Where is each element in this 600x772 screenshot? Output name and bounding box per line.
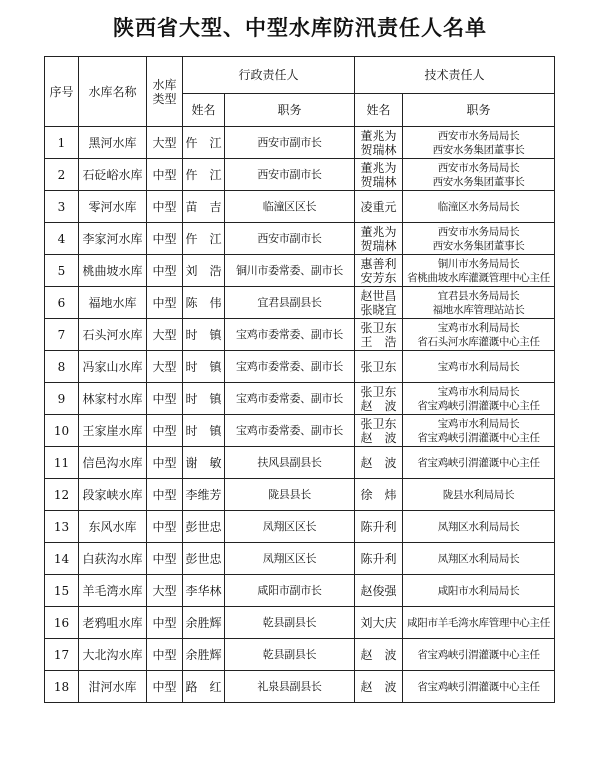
tech-name: 赵俊强	[360, 583, 397, 598]
cell-reservoir-type: 中型	[147, 479, 183, 511]
cell-reservoir-name: 王家崖水库	[79, 415, 147, 447]
tech-position: 宝鸡市水利局局长	[437, 385, 520, 398]
cell-tech-names	[355, 223, 403, 255]
cell-reservoir-name: 石砭峪水库	[79, 159, 147, 191]
tech-name: 王 浩	[360, 334, 397, 349]
cell-reservoir-type: 中型	[147, 383, 183, 415]
cell-reservoir-type: 中型	[147, 543, 183, 575]
cell-seq: 10	[45, 415, 79, 447]
cell-admin-position: 礼泉县副县长	[225, 671, 355, 703]
tech-name: 刘大庆	[360, 615, 397, 630]
table-row	[45, 383, 555, 415]
cell-admin-position: 西安市副市长	[225, 223, 355, 255]
tech-name: 赵 波	[360, 647, 397, 662]
cell-reservoir-type: 中型	[147, 159, 183, 191]
cell-tech-names	[355, 127, 403, 159]
table-row	[45, 319, 555, 351]
cell-tech-positions	[403, 415, 555, 447]
cell-seq: 11	[45, 447, 79, 479]
cell-tech-positions	[403, 543, 555, 575]
cell-reservoir-type: 中型	[147, 287, 183, 319]
cell-seq: 8	[45, 351, 79, 383]
tech-position: 凤翔区水利局局长	[437, 552, 520, 565]
cell-reservoir-name: 石头河水库	[79, 319, 147, 351]
cell-reservoir-name: 桃曲坡水库	[79, 255, 147, 287]
cell-seq: 17	[45, 639, 79, 671]
cell-tech-positions	[403, 607, 555, 639]
cell-tech-positions	[403, 511, 555, 543]
cell-tech-positions	[403, 223, 555, 255]
header-tech-group: 技术责任人	[355, 57, 555, 94]
cell-admin-name: 仵 江	[183, 223, 225, 255]
tech-position: 省宝鸡峡引渭灌溉中心主任	[417, 680, 540, 693]
table-row	[45, 511, 555, 543]
cell-reservoir-name: 零河水库	[79, 191, 147, 223]
cell-admin-position: 宝鸡市委常委、副市长	[225, 383, 355, 415]
cell-reservoir-name: 东风水库	[79, 511, 147, 543]
cell-admin-position: 扶风县副县长	[225, 447, 355, 479]
cell-seq: 15	[45, 575, 79, 607]
cell-admin-name: 陈 伟	[183, 287, 225, 319]
tech-name: 徐 炜	[360, 487, 397, 502]
cell-reservoir-type: 中型	[147, 415, 183, 447]
header-admin-group: 行政责任人	[183, 57, 355, 94]
cell-tech-names	[355, 447, 403, 479]
cell-reservoir-type: 中型	[147, 607, 183, 639]
tech-position: 西安水务集团董事长	[432, 143, 525, 156]
table-row	[45, 191, 555, 223]
cell-reservoir-name: 冯家山水库	[79, 351, 147, 383]
cell-admin-position: 乾县副县长	[225, 607, 355, 639]
cell-admin-position: 宝鸡市委常委、副市长	[225, 351, 355, 383]
responsibility-table	[44, 56, 555, 703]
cell-seq: 1	[45, 127, 79, 159]
cell-reservoir-type: 大型	[147, 127, 183, 159]
cell-reservoir-type: 大型	[147, 575, 183, 607]
tech-position: 省桃曲坡水库灌溉管理中心主任	[407, 271, 550, 284]
tech-position: 宝鸡市水利局局长	[437, 417, 520, 430]
cell-admin-name: 仵 江	[183, 127, 225, 159]
cell-reservoir-name: 黑河水库	[79, 127, 147, 159]
cell-reservoir-type: 中型	[147, 191, 183, 223]
cell-tech-positions	[403, 319, 555, 351]
table-row	[45, 543, 555, 575]
tech-name: 张晓宜	[360, 302, 397, 317]
cell-reservoir-name: 羊毛湾水库	[79, 575, 147, 607]
cell-tech-positions	[403, 383, 555, 415]
table-row	[45, 351, 555, 383]
tech-position: 省宝鸡峡引渭灌溉中心主任	[417, 456, 540, 469]
cell-admin-name: 余胜辉	[183, 607, 225, 639]
tech-name: 凌重元	[360, 199, 397, 214]
cell-tech-names	[355, 671, 403, 703]
header-seq: 序号	[45, 57, 79, 127]
cell-reservoir-type: 中型	[147, 671, 183, 703]
cell-reservoir-name: 白荻沟水库	[79, 543, 147, 575]
cell-tech-names	[355, 287, 403, 319]
cell-tech-positions	[403, 127, 555, 159]
cell-tech-positions	[403, 479, 555, 511]
tech-name: 赵 波	[360, 679, 397, 694]
cell-admin-name: 时 镇	[183, 319, 225, 351]
table-row	[45, 639, 555, 671]
cell-tech-names	[355, 479, 403, 511]
cell-tech-names	[355, 543, 403, 575]
cell-admin-name: 时 镇	[183, 415, 225, 447]
tech-name: 张卫东	[360, 416, 397, 431]
table-row	[45, 607, 555, 639]
tech-name: 董兆为	[360, 224, 397, 239]
table-row	[45, 671, 555, 703]
cell-tech-names	[355, 191, 403, 223]
tech-name: 惠善利	[360, 256, 397, 271]
header-reservoir-name: 水库名称	[79, 57, 147, 127]
cell-seq: 3	[45, 191, 79, 223]
table-row	[45, 479, 555, 511]
cell-seq: 16	[45, 607, 79, 639]
tech-name: 陈升利	[360, 551, 397, 566]
cell-admin-name: 苗 吉	[183, 191, 225, 223]
cell-reservoir-name: 李家河水库	[79, 223, 147, 255]
cell-admin-position: 宝鸡市委常委、副市长	[225, 415, 355, 447]
tech-name: 赵世昌	[360, 288, 397, 303]
cell-admin-position: 临潼区区长	[225, 191, 355, 223]
tech-position: 凤翔区水利局局长	[437, 520, 520, 533]
cell-reservoir-type: 中型	[147, 447, 183, 479]
cell-admin-name: 刘 浩	[183, 255, 225, 287]
cell-admin-name: 余胜辉	[183, 639, 225, 671]
cell-reservoir-type: 中型	[147, 511, 183, 543]
cell-tech-names	[355, 575, 403, 607]
cell-tech-names	[355, 159, 403, 191]
tech-position: 西安市水务局局长	[437, 129, 520, 142]
cell-admin-name: 时 镇	[183, 383, 225, 415]
cell-admin-position: 铜川市委常委、副市长	[225, 255, 355, 287]
cell-admin-name: 彭世忠	[183, 543, 225, 575]
cell-admin-name: 时 镇	[183, 351, 225, 383]
cell-reservoir-name: 林家村水库	[79, 383, 147, 415]
cell-admin-position: 宜君县副县长	[225, 287, 355, 319]
tech-name: 安芳东	[360, 270, 397, 285]
header-admin-name: 姓名	[183, 94, 225, 127]
tech-name: 董兆为	[360, 128, 397, 143]
cell-tech-names	[355, 383, 403, 415]
tech-position: 宝鸡市水利局局长	[437, 321, 520, 334]
cell-reservoir-name: 段家峡水库	[79, 479, 147, 511]
cell-seq: 12	[45, 479, 79, 511]
cell-seq: 13	[45, 511, 79, 543]
header-row-top	[45, 57, 555, 94]
tech-position: 西安市水务局局长	[437, 161, 520, 174]
header-tech-position: 职务	[403, 94, 555, 127]
tech-position: 西安水务集团董事长	[432, 175, 525, 188]
cell-admin-name: 仵 江	[183, 159, 225, 191]
cell-tech-positions	[403, 671, 555, 703]
cell-tech-names	[355, 255, 403, 287]
tech-position: 临潼区水务局局长	[437, 200, 520, 213]
cell-seq: 4	[45, 223, 79, 255]
cell-tech-positions	[403, 639, 555, 671]
cell-reservoir-name: 老鸦咀水库	[79, 607, 147, 639]
cell-tech-positions	[403, 255, 555, 287]
cell-seq: 9	[45, 383, 79, 415]
table-row	[45, 447, 555, 479]
cell-tech-names	[355, 319, 403, 351]
header-tech-name: 姓名	[355, 94, 403, 127]
cell-seq: 7	[45, 319, 79, 351]
page-title: 陕西省大型、中型水库防汛责任人名单	[113, 16, 487, 40]
tech-name: 赵 波	[360, 398, 397, 413]
cell-reservoir-name: 大北沟水库	[79, 639, 147, 671]
cell-admin-position: 陇县县长	[225, 479, 355, 511]
cell-reservoir-type: 大型	[147, 351, 183, 383]
cell-admin-name: 李维芳	[183, 479, 225, 511]
tech-name: 董兆为	[360, 160, 397, 175]
cell-tech-positions	[403, 191, 555, 223]
tech-name: 贺瑞林	[360, 142, 397, 157]
cell-tech-names	[355, 415, 403, 447]
header-reservoir-type: 水库类型	[147, 57, 183, 127]
tech-name: 张卫东	[360, 320, 397, 335]
cell-admin-position: 乾县副县长	[225, 639, 355, 671]
tech-position: 咸阳市羊毛湾水库管理中心主任	[407, 616, 550, 629]
cell-seq: 6	[45, 287, 79, 319]
tech-name: 贺瑞林	[360, 238, 397, 253]
table-row	[45, 127, 555, 159]
cell-reservoir-name: 泔河水库	[79, 671, 147, 703]
table-row	[45, 415, 555, 447]
cell-tech-positions	[403, 287, 555, 319]
tech-position: 省宝鸡峡引渭灌溉中心主任	[417, 648, 540, 661]
cell-reservoir-name: 福地水库	[79, 287, 147, 319]
table-row	[45, 575, 555, 607]
cell-admin-name: 彭世忠	[183, 511, 225, 543]
cell-seq: 18	[45, 671, 79, 703]
tech-position: 咸阳市水利局局长	[437, 584, 520, 597]
cell-admin-position: 西安市副市长	[225, 159, 355, 191]
tech-position: 陇县水利局局长	[442, 488, 515, 501]
header-admin-position: 职务	[225, 94, 355, 127]
table-row	[45, 255, 555, 287]
cell-tech-positions	[403, 159, 555, 191]
tech-name: 陈升利	[360, 519, 397, 534]
table-body	[45, 127, 555, 703]
tech-position: 省宝鸡峡引渭灌溉中心主任	[417, 431, 540, 444]
tech-position: 福地水库管理站站长	[432, 303, 525, 316]
cell-reservoir-name: 信邑沟水库	[79, 447, 147, 479]
cell-admin-name: 谢 敏	[183, 447, 225, 479]
cell-tech-names	[355, 351, 403, 383]
table-row	[45, 223, 555, 255]
cell-tech-names	[355, 639, 403, 671]
cell-reservoir-type: 中型	[147, 255, 183, 287]
tech-position: 省宝鸡峡引渭灌溉中心主任	[417, 399, 540, 412]
cell-admin-position: 凤翔区区长	[225, 543, 355, 575]
cell-reservoir-type: 中型	[147, 223, 183, 255]
tech-position: 宝鸡市水利局局长	[437, 360, 520, 373]
cell-admin-name: 路 红	[183, 671, 225, 703]
cell-admin-name: 李华林	[183, 575, 225, 607]
tech-position: 西安市水务局局长	[437, 225, 520, 238]
table-row	[45, 287, 555, 319]
cell-admin-position: 西安市副市长	[225, 127, 355, 159]
cell-tech-names	[355, 607, 403, 639]
cell-tech-positions	[403, 575, 555, 607]
cell-tech-names	[355, 511, 403, 543]
tech-name: 赵 波	[360, 430, 397, 445]
tech-name: 贺瑞林	[360, 174, 397, 189]
cell-admin-position: 凤翔区区长	[225, 511, 355, 543]
cell-seq: 2	[45, 159, 79, 191]
cell-seq: 5	[45, 255, 79, 287]
tech-position: 铜川市水务局局长	[437, 257, 520, 270]
cell-tech-positions	[403, 351, 555, 383]
cell-seq: 14	[45, 543, 79, 575]
tech-position: 宜君县水务局局长	[437, 289, 520, 302]
tech-name: 赵 波	[360, 455, 397, 470]
tech-name: 张卫东	[360, 359, 397, 374]
tech-name: 张卫东	[360, 384, 397, 399]
cell-admin-position: 宝鸡市委常委、副市长	[225, 319, 355, 351]
cell-tech-positions	[403, 447, 555, 479]
table-row	[45, 159, 555, 191]
tech-position: 省石头河水库灌溉中心主任	[417, 335, 540, 348]
cell-reservoir-type: 中型	[147, 639, 183, 671]
tech-position: 西安水务集团董事长	[432, 239, 525, 252]
cell-admin-position: 咸阳市副市长	[225, 575, 355, 607]
cell-reservoir-type: 大型	[147, 319, 183, 351]
